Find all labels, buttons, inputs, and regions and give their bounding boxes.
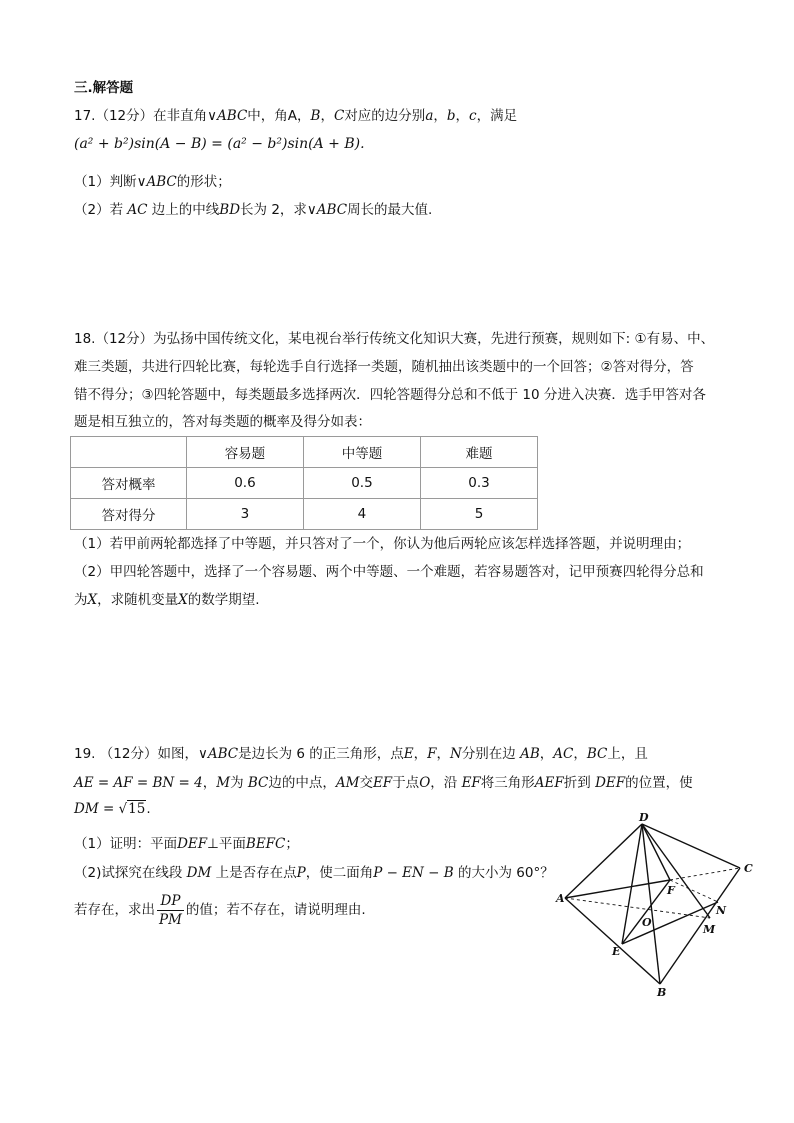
table-cell: 答对概率 bbox=[71, 468, 187, 499]
table-header-cell: 难题 bbox=[420, 437, 537, 468]
table-cell: 0.6 bbox=[186, 468, 303, 499]
label-E: E bbox=[612, 945, 621, 958]
table-cell: 4 bbox=[303, 499, 420, 530]
label-B: B bbox=[657, 986, 667, 999]
table-header-row bbox=[71, 437, 538, 468]
edge-DC bbox=[642, 824, 740, 868]
q18-line2: 难三类题，共进行四轮比赛，每轮选手自行选择一类题，随机抽出该类题中的一个回答；②答对得分，答 bbox=[74, 359, 694, 375]
q17-part1: （1）判断∨ABC的形状； bbox=[74, 174, 231, 190]
label-N: N bbox=[716, 904, 727, 917]
edge-AB bbox=[565, 898, 660, 984]
table-cell: 答对得分 bbox=[71, 499, 187, 530]
section-title: 三.解答题 bbox=[74, 80, 134, 96]
table-cell: 5 bbox=[420, 499, 537, 530]
q18-score-table bbox=[70, 436, 538, 530]
q17-stem-line1: 17.（12分）在非直角∨ABC中，角A，B，C对应的边分别a，b，c，满足 bbox=[74, 108, 518, 124]
edge-DB bbox=[642, 824, 660, 984]
label-A: A bbox=[556, 892, 565, 905]
label-C: C bbox=[744, 862, 753, 875]
table-row bbox=[71, 468, 538, 499]
q17-part2: （2）若 AC 边上的中线BD长为 2，求∨ABC周长的最大值. bbox=[74, 202, 433, 218]
q19-part2: （2)试探究在线段 DM 上是否存在点P，使二面角P − EN − B 的大小为 60°？ bbox=[74, 865, 554, 881]
q19-geometry-figure bbox=[550, 810, 760, 1000]
q18-part2-line1: （2）甲四轮答题中，选择了一个容易题、两个中等题、一个难题，若容易题答对，记甲预赛四轮得分总和 bbox=[74, 564, 704, 580]
table-header-cell: 容易题 bbox=[186, 437, 303, 468]
q18-part1: （1）若甲前两轮都选择了中等题，并只答对了一个，你认为他后两轮应该怎样选择答题，并说明理由； bbox=[74, 536, 691, 552]
q19-line3: DM = √15. bbox=[74, 801, 151, 817]
edge-FN-dashed bbox=[670, 880, 718, 902]
table-header-cell bbox=[71, 437, 187, 468]
table-row bbox=[71, 499, 538, 530]
label-F: F bbox=[667, 884, 675, 897]
table-header-cell: 中等题 bbox=[303, 437, 420, 468]
edge-DE bbox=[622, 824, 642, 944]
q18-line4: 题是相互独立的，答对每类题的概率及得分如表： bbox=[74, 414, 371, 430]
fraction-dp-pm: $\frac{DP}{PM}$ bbox=[159, 892, 182, 928]
table-cell: 0.5 bbox=[303, 468, 420, 499]
label-O: O bbox=[642, 916, 652, 929]
q19-part1: （1）证明：平面DEF⊥平面BEFC； bbox=[74, 836, 299, 852]
label-D: D bbox=[639, 811, 649, 824]
label-M: M bbox=[703, 923, 716, 936]
q19-line1: 19. （12分）如图，∨ABC是边长为 6 的正三角形，点E，F，N分别在边 AB，AC，BC上，且 bbox=[74, 746, 648, 762]
edge-DF bbox=[642, 824, 670, 880]
q19-part2-cont: 若存在，求出 $\frac{DP}{PM}$ 的值；若不存在，请说明理由. bbox=[74, 892, 366, 928]
q18-part2-line2: 为X，求随机变量X的数学期望. bbox=[74, 592, 260, 608]
table-cell: 3 bbox=[186, 499, 303, 530]
q19-line2: AE = AF = BN = 4，M为 BC边的中点，AM交EF于点O，沿 EF将三角形AEF折到 DEF的位置，使 bbox=[74, 775, 693, 791]
edge-EF bbox=[622, 880, 670, 944]
table-cell: 0.3 bbox=[420, 468, 537, 499]
q17-equation: (a² + b²)sin(A − B) = (a² − b²)sin(A + B). bbox=[74, 136, 365, 152]
q18-line1: 18.（12分）为弘扬中国传统文化，某电视台举行传统文化知识大赛，先进行预赛，规则如下: ①有易、中、 bbox=[74, 331, 715, 347]
q18-line3: 错不得分；③四轮答题中，每类题最多选择两次．四轮答题得分总和不低于 10 分进入决赛．选手甲答对各 bbox=[74, 387, 706, 403]
